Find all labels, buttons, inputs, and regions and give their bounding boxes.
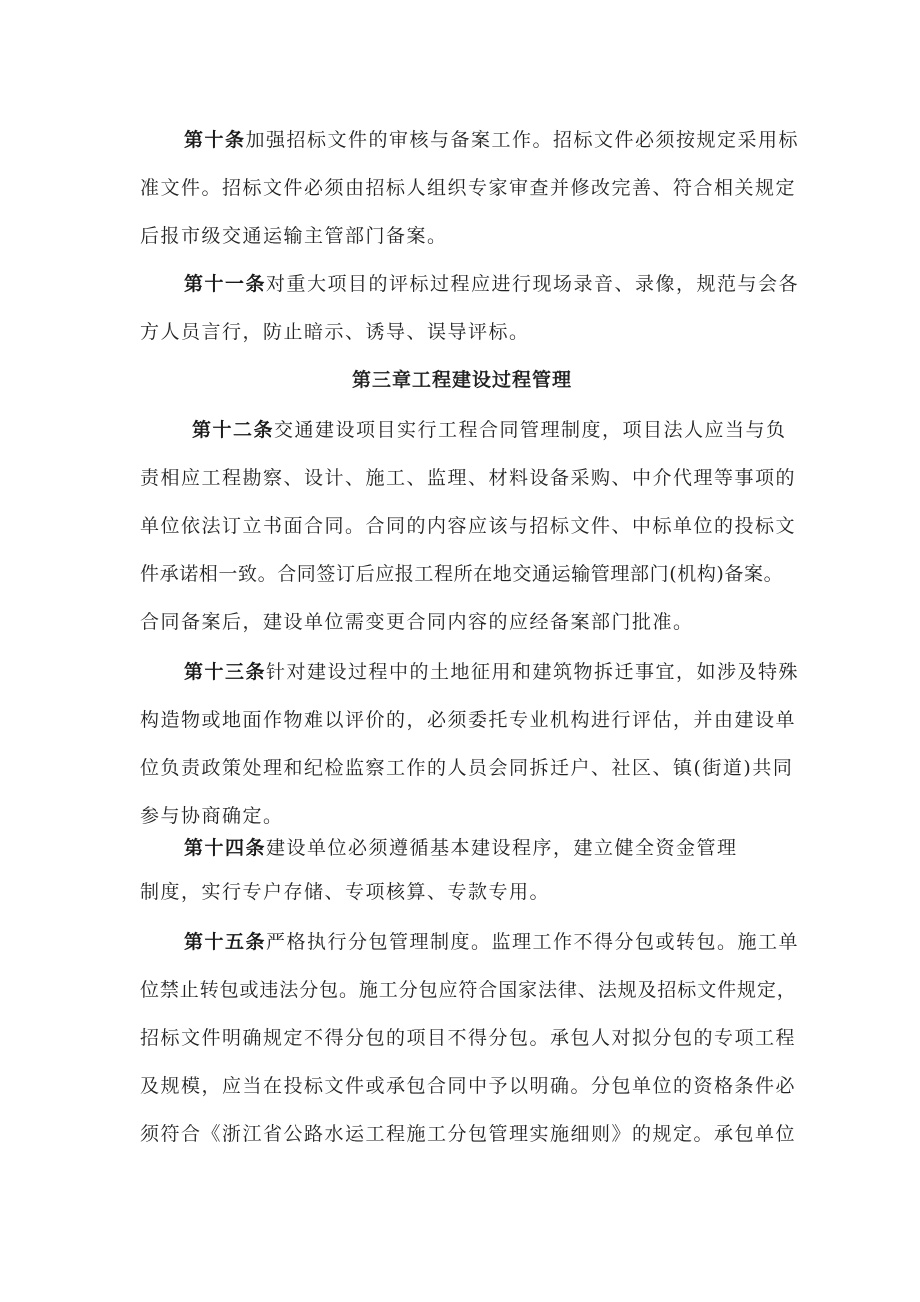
article-12-line-3: 单位依法订立书面合同。合同的内容应该与招标文件、中标单位的投标文 — [140, 515, 797, 537]
article-12-line-1: 第十二条交通建设项目实行工程合同管理制度，项目法人应当与负 — [192, 419, 787, 441]
chapter-3-heading: 第三章工程建设过程管理 — [352, 369, 573, 391]
article-13-line-2: 构造物或地面作物难以评价的，必须委托专业机构进行评估，并由建设单 — [140, 709, 797, 731]
article-11-line-1: 第十一条对重大项目的评标过程应进行现场录音、录像，规范与会各 — [184, 273, 800, 295]
article-12-line-4: 件承诺相一致。合同签订后应报工程所在地交通运输管理部门(机构)备案。 — [140, 563, 784, 585]
article-14-label: 第十四条 — [184, 837, 267, 859]
article-15-line-5: 须符合《浙江省公路水运工程施工分包管理实施细则》的规定。承包单位 — [140, 1123, 797, 1145]
article-13-line-4: 参与协商确定。 — [140, 805, 284, 827]
article-14-line-1: 第十四条建设单位必须遵循基本建设程序，建立健全资金管理 — [184, 837, 738, 859]
article-13-label: 第十三条 — [184, 661, 267, 683]
article-11-line-2: 方人员言行，防止暗示、诱导、误导评标。 — [140, 321, 530, 343]
article-12-line-2: 责相应工程勘察、设计、施工、监理、材料设备采购、中介代理等事项的 — [140, 467, 797, 489]
article-10-line-2: 准文件。招标文件必须由招标人组织专家审查并修改完善、符合相关规定 — [140, 177, 797, 199]
article-13-line-3: 位负责政策处理和纪检监察工作的人员会同拆迁户、社区、镇(街道)共同 — [140, 757, 794, 779]
article-15-line-3: 招标文件明确规定不得分包的项目不得分包。承包人对拟分包的专项工程 — [140, 1027, 797, 1049]
article-15-label: 第十五条 — [184, 931, 267, 953]
article-12-label: 第十二条 — [192, 419, 275, 441]
article-15-line-2: 位禁止转包或违法分包。施工分包应符合国家法律、法规及招标文件规定， — [140, 979, 797, 1001]
article-10-line-1: 第十条加强招标文件的审核与备案工作。招标文件必须按规定采用标 — [184, 129, 800, 151]
article-15-line-4: 及规模，应当在投标文件或承包合同中予以明确。分包单位的资格条件必 — [140, 1075, 797, 1097]
article-11-label: 第十一条 — [184, 273, 267, 295]
article-10-label: 第十条 — [184, 129, 246, 151]
article-14-line-2: 制度，实行专户存储、专项核算、专款专用。 — [140, 881, 551, 903]
article-10-line-3: 后报市级交通运输主管部门备案。 — [140, 225, 448, 247]
article-12-line-5: 合同备案后，建设单位需变更合同内容的应经备案部门批准。 — [140, 611, 694, 633]
article-13-line-1: 第十三条针对建设过程中的土地征用和建筑物拆迁事宜，如涉及特殊 — [184, 661, 800, 683]
article-15-line-1: 第十五条严格执行分包管理制度。监理工作不得分包或转包。施工单 — [184, 931, 800, 953]
